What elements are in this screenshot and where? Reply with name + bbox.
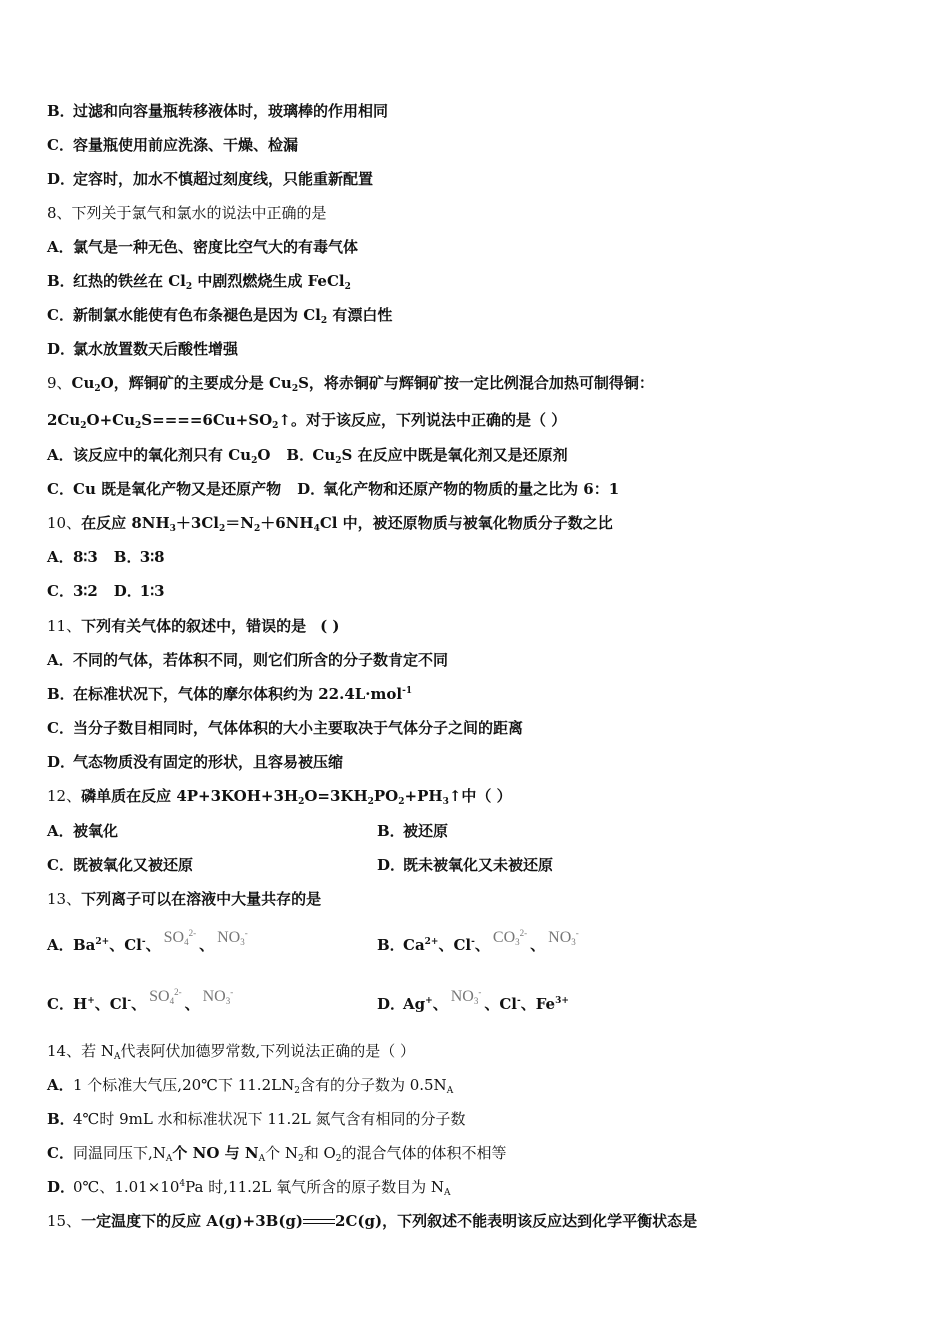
superscript: 2+ bbox=[95, 937, 110, 947]
question-12 bbox=[47, 785, 910, 807]
text: Cu bbox=[312, 446, 336, 464]
q13-options-ab bbox=[47, 928, 910, 956]
option-label: C． bbox=[47, 719, 74, 737]
text: 含有的分子数为 0.5N bbox=[299, 1076, 447, 1094]
question-text: 下列有关气体的叙述中，错误的是 bbox=[81, 617, 307, 635]
text: 、Fe bbox=[520, 995, 556, 1013]
subscript: 2 bbox=[335, 1154, 342, 1164]
superscript: 4 bbox=[179, 1179, 186, 1189]
sulfate-ion bbox=[164, 927, 196, 949]
text: 、 bbox=[184, 995, 200, 1013]
subscript: 3 bbox=[442, 797, 449, 807]
text: 、Cl bbox=[438, 936, 472, 954]
option-label: B． bbox=[377, 936, 405, 954]
q8-option-c bbox=[47, 304, 910, 326]
q10-options-cd bbox=[47, 580, 910, 602]
text: 、 bbox=[199, 936, 215, 954]
subscript: 2 bbox=[294, 1086, 300, 1096]
superscript: 2- bbox=[174, 987, 182, 997]
text: S 在反应中既是氧化剂又是还原剂 bbox=[341, 446, 568, 464]
q13-option-d bbox=[377, 987, 569, 1016]
question-14 bbox=[47, 1040, 910, 1062]
question-10 bbox=[47, 512, 910, 534]
text: 既被氧化又被还原 bbox=[73, 856, 194, 874]
text: 、 bbox=[530, 936, 546, 954]
q12-option-b bbox=[377, 820, 448, 842]
q11-option-a bbox=[47, 649, 910, 671]
option-label: A． bbox=[47, 238, 74, 256]
text: 既未被氧化又未被还原 bbox=[403, 856, 554, 874]
question-8 bbox=[47, 202, 910, 224]
text: Cl 中，被还原物质与被氧化物质分子数之比 bbox=[319, 514, 613, 532]
text: 1 个标准大气压,20℃下 11.2LN bbox=[73, 1076, 295, 1094]
text: 0℃、1.01×10 bbox=[73, 1178, 180, 1196]
text: 、Cl bbox=[94, 995, 128, 1013]
subscript: A bbox=[444, 1188, 451, 1198]
option-label: C． bbox=[47, 1144, 74, 1162]
option-label: D． bbox=[47, 1178, 76, 1196]
text: 3∶2 bbox=[73, 582, 98, 600]
option-label: D． bbox=[377, 995, 406, 1013]
option-label: B． bbox=[377, 822, 405, 840]
option-label: A． bbox=[47, 446, 74, 464]
text: 被还原 bbox=[403, 822, 449, 840]
q11-option-c bbox=[47, 717, 910, 739]
option-text: 定容时，加水不慎超过刻度线，只能重新配置 bbox=[73, 170, 374, 188]
text: 同温同压下,N bbox=[73, 1144, 166, 1162]
subscript: 4 bbox=[169, 996, 175, 1006]
text: 1∶3 bbox=[139, 582, 165, 600]
superscript: + bbox=[87, 996, 95, 1006]
subscript: 2 bbox=[291, 384, 299, 394]
ion-formula: SO bbox=[163, 929, 185, 946]
ion-formula: NO bbox=[217, 929, 241, 946]
text: 和 O bbox=[303, 1144, 336, 1162]
question-number: 9、 bbox=[47, 374, 72, 392]
nitrate-ion bbox=[451, 986, 482, 1008]
sulfate-ion bbox=[149, 986, 181, 1008]
text: H bbox=[73, 995, 88, 1013]
q14-option-d bbox=[47, 1176, 910, 1198]
text: S，将赤铜矿与辉铜矿按一定比例混合加热可制得铜： bbox=[298, 374, 654, 392]
ion-formula: CO bbox=[492, 929, 516, 946]
superscript: - bbox=[230, 987, 234, 997]
option-label: B． bbox=[113, 548, 142, 566]
q14-option-b bbox=[47, 1108, 910, 1130]
option-text: 容量瓶使用前应洗涤、干燥、检漏 bbox=[73, 136, 299, 154]
question-number: 12、 bbox=[47, 787, 82, 805]
text: 该反应中的氧化剂只有 Cu bbox=[73, 446, 252, 464]
subscript: 3 bbox=[571, 937, 576, 947]
option-text: 气态物质没有固定的形状，且容易被压缩 bbox=[73, 753, 344, 771]
text: Cu 既是氧化产物又是还原产物 bbox=[73, 480, 282, 498]
ion-formula: SO bbox=[149, 988, 170, 1005]
question-15 bbox=[47, 1210, 910, 1232]
text: 、Cl bbox=[109, 936, 142, 954]
subscript: 2 bbox=[297, 1154, 304, 1164]
text: +PH bbox=[404, 787, 443, 805]
subscript: A bbox=[258, 1154, 266, 1164]
q7-option-b bbox=[47, 100, 910, 122]
answer-blank: ( ) bbox=[320, 617, 340, 635]
q8-option-a bbox=[47, 236, 910, 258]
option-label: C． bbox=[47, 480, 74, 498]
subscript: 2 bbox=[320, 316, 328, 326]
option-label: B． bbox=[286, 446, 315, 464]
q11-option-d bbox=[47, 751, 910, 773]
subscript: 3 bbox=[225, 996, 231, 1006]
subscript: 4 bbox=[184, 937, 189, 947]
text: ↑。对于该反应，下列说法中正确的是（ ） bbox=[278, 411, 567, 429]
text: 磷单质在反应 4P+3KOH+3H bbox=[81, 787, 299, 805]
q13-option-b bbox=[377, 928, 582, 957]
superscript: - bbox=[575, 928, 579, 938]
option-text: 4℃时 9mL 水和标准状况下 11.2L 氮气含有相同的分子数 bbox=[73, 1110, 466, 1128]
text: 、 bbox=[432, 995, 448, 1013]
text: S====6Cu+SO bbox=[141, 411, 273, 429]
text: 2C(g)，下列叙述不能表明该反应达到化学平衡状态是 bbox=[335, 1212, 698, 1230]
text: 、Cl bbox=[484, 995, 517, 1013]
text: 3∶8 bbox=[139, 548, 165, 566]
q12-option-d bbox=[377, 854, 553, 876]
superscript: - bbox=[244, 928, 248, 938]
superscript: - bbox=[471, 937, 475, 947]
text: PO bbox=[373, 787, 399, 805]
option-label: C． bbox=[47, 306, 74, 324]
text: 2Cu bbox=[47, 411, 81, 429]
equilibrium-arrow-icon bbox=[303, 1217, 335, 1227]
superscript: - bbox=[127, 996, 132, 1006]
text: 在反应 8NH bbox=[81, 514, 170, 532]
subscript: A bbox=[446, 1086, 454, 1096]
superscript: 2- bbox=[188, 928, 197, 938]
q12-options-ab bbox=[47, 820, 910, 842]
question-text: 下列关于氯气和氯水的说法中正确的是 bbox=[71, 204, 327, 222]
text: Ca bbox=[403, 936, 425, 954]
q14-option-a bbox=[47, 1074, 910, 1096]
subscript: 2 bbox=[335, 456, 342, 466]
text: 氧化产物和还原产物的物质的量之比为 6：1 bbox=[323, 480, 620, 498]
option-label: C． bbox=[47, 582, 74, 600]
carbonate-ion bbox=[493, 927, 527, 949]
text: Ag bbox=[403, 995, 426, 1013]
option-label: D． bbox=[47, 753, 76, 771]
subscript: 3 bbox=[473, 996, 479, 1006]
option-label: B． bbox=[47, 685, 75, 703]
q11-option-b bbox=[47, 683, 910, 705]
superscript: + bbox=[425, 996, 433, 1006]
option-label: A． bbox=[47, 1076, 74, 1094]
q8-option-b bbox=[47, 270, 910, 292]
text: 、 bbox=[474, 936, 490, 954]
subscript: 2 bbox=[94, 384, 101, 394]
text: O+Cu bbox=[86, 411, 136, 429]
text: 中剧烈燃烧生成 FeCl bbox=[192, 272, 345, 290]
text: O=3KH bbox=[304, 787, 368, 805]
question-number: 13、 bbox=[47, 890, 82, 908]
ion-formula: NO bbox=[450, 988, 474, 1005]
text: 个 N bbox=[265, 1144, 298, 1162]
text: Pa 时,11.2L 氧气所含的原子数目为 N bbox=[185, 1178, 445, 1196]
text: 新制氯水能使有色布条褪色是因为 Cl bbox=[73, 306, 321, 324]
option-label: D． bbox=[297, 480, 326, 498]
subscript: 2 bbox=[185, 282, 193, 292]
q13-options-cd bbox=[47, 987, 910, 1015]
q9-options-cd bbox=[47, 478, 910, 500]
subscript: 2 bbox=[218, 524, 226, 534]
q12-options-cd bbox=[47, 854, 910, 876]
option-label: C． bbox=[47, 995, 74, 1013]
question-number: 11、 bbox=[47, 617, 82, 635]
subscript: 3 bbox=[169, 524, 176, 534]
subscript: A bbox=[165, 1154, 173, 1164]
q14-option-c bbox=[47, 1142, 910, 1164]
question-text: 下列离子可以在溶液中大量共存的是 bbox=[81, 890, 322, 908]
text: ＝N bbox=[225, 514, 254, 532]
option-label: A． bbox=[47, 548, 74, 566]
superscript: 2- bbox=[519, 928, 528, 938]
text: ＋6NH bbox=[260, 514, 314, 532]
superscript: - bbox=[516, 996, 521, 1006]
ion-formula: NO bbox=[548, 929, 572, 946]
text: 有漂白性 bbox=[327, 306, 393, 324]
subscript: 2 bbox=[367, 797, 374, 807]
q9-equation bbox=[47, 409, 910, 431]
option-label: D． bbox=[47, 170, 76, 188]
q10-options-ab bbox=[47, 546, 910, 568]
q8-option-d bbox=[47, 338, 910, 360]
option-text: 不同的气体，若体积不同，则它们所含的分子数肯定不同 bbox=[73, 651, 449, 669]
text: Cu bbox=[71, 374, 95, 392]
superscript: 3+ bbox=[555, 996, 569, 1006]
option-text: 氯水放置数天后酸性增强 bbox=[73, 340, 239, 358]
text: O，辉铜矿的主要成分是 Cu bbox=[100, 374, 292, 392]
subscript: 2 bbox=[135, 421, 142, 431]
text: 代表阿伏加德罗常数,下列说法正确的是（ ） bbox=[120, 1042, 416, 1060]
subscript: 3 bbox=[515, 937, 520, 947]
subscript: 3 bbox=[240, 937, 245, 947]
text: 红热的铁丝在 Cl bbox=[73, 272, 186, 290]
option-label: B． bbox=[47, 1110, 75, 1128]
superscript: -1 bbox=[402, 686, 413, 696]
text: ＋3Cl bbox=[175, 514, 219, 532]
text: 、 bbox=[145, 936, 161, 954]
nitrate-ion bbox=[548, 927, 579, 949]
subscript: 2 bbox=[80, 421, 87, 431]
text: 个 NO 与 N bbox=[172, 1144, 259, 1162]
question-number: 14、 bbox=[47, 1042, 82, 1060]
question-9 bbox=[47, 372, 910, 394]
question-13 bbox=[47, 888, 910, 910]
subscript: 2 bbox=[253, 524, 261, 534]
text: 被氧化 bbox=[73, 822, 119, 840]
text: ↑中（ ） bbox=[448, 787, 512, 805]
option-label: A． bbox=[47, 822, 74, 840]
superscript: - bbox=[141, 937, 146, 947]
option-label: B． bbox=[47, 272, 75, 290]
option-label: A． bbox=[47, 936, 74, 954]
text: O bbox=[257, 446, 271, 464]
q7-option-d bbox=[47, 168, 910, 190]
q9-options-ab bbox=[47, 444, 910, 466]
ion-formula: NO bbox=[202, 988, 226, 1005]
question-number: 15、 bbox=[47, 1212, 82, 1230]
option-label: A． bbox=[47, 651, 74, 669]
subscript: 4 bbox=[313, 524, 320, 534]
option-label: C． bbox=[47, 136, 74, 154]
subscript: 2 bbox=[298, 797, 305, 807]
option-text: 氯气是一种无色、密度比空气大的有毒气体 bbox=[73, 238, 359, 256]
text: 在标准状况下，气体的摩尔体积约为 22.4L·mol bbox=[73, 685, 403, 703]
question-11 bbox=[47, 615, 910, 637]
option-label: D． bbox=[47, 340, 76, 358]
option-text: 过滤和向容量瓶转移液体时，玻璃棒的作用相同 bbox=[73, 102, 389, 120]
text: 、 bbox=[131, 995, 147, 1013]
subscript: A bbox=[114, 1052, 121, 1062]
superscript: - bbox=[478, 987, 482, 997]
nitrate-ion bbox=[203, 986, 234, 1008]
option-text: 当分子数目相同时，气体体积的大小主要取决于气体分子之间的距离 bbox=[73, 719, 524, 737]
text: 8∶3 bbox=[73, 548, 98, 566]
subscript: 2 bbox=[251, 456, 258, 466]
superscript: 2+ bbox=[424, 937, 439, 947]
option-label: D． bbox=[113, 582, 142, 600]
option-label: D． bbox=[377, 856, 406, 874]
nitrate-ion bbox=[217, 927, 248, 949]
text: Ba bbox=[73, 936, 96, 954]
text: 若 N bbox=[81, 1042, 114, 1060]
subscript: 2 bbox=[344, 282, 351, 292]
q7-option-c bbox=[47, 134, 910, 156]
option-label: B． bbox=[47, 102, 75, 120]
question-number: 10、 bbox=[47, 514, 82, 532]
subscript: 2 bbox=[398, 797, 405, 807]
option-label: C． bbox=[47, 856, 74, 874]
subscript: 2 bbox=[272, 421, 279, 431]
question-number: 8、 bbox=[47, 204, 72, 222]
text: 一定温度下的反应 A(g)+3B(g) bbox=[81, 1212, 304, 1230]
text: 的混合气体的体积不相等 bbox=[341, 1144, 507, 1162]
